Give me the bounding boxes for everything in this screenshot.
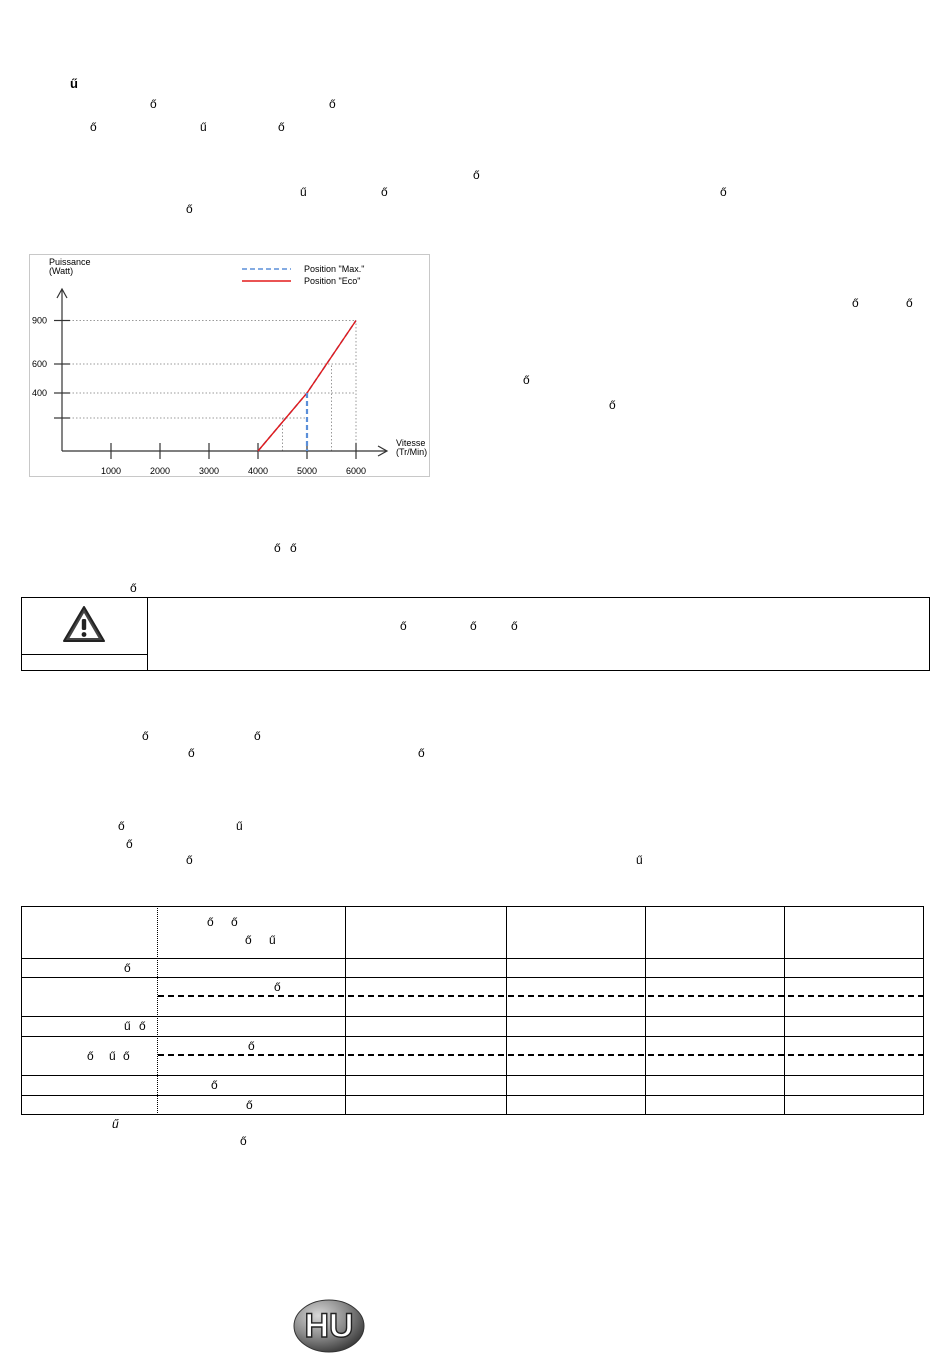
warning-triangle-icon xyxy=(62,604,106,644)
y-tick-label: 400 xyxy=(32,388,48,398)
series-line-1 xyxy=(258,321,356,452)
glyph: ű xyxy=(236,819,243,833)
glyph: ő xyxy=(150,97,157,111)
spec-header-glyph: ő xyxy=(207,915,214,929)
spec-row-glyph: ő xyxy=(211,1078,218,1092)
x-tick-label: 5000 xyxy=(296,466,318,476)
glyph: ő xyxy=(142,729,149,743)
glyph: ő xyxy=(511,619,518,633)
glyph: ő xyxy=(118,819,125,833)
glyph: ő xyxy=(130,581,137,595)
x-axis-label: (Tr/Min) xyxy=(396,447,428,457)
spec-row-glyph: ő xyxy=(274,980,281,994)
glyph: ő xyxy=(126,837,133,851)
glyph: ő xyxy=(188,746,195,760)
glyph: ű xyxy=(200,120,207,134)
glyph: ő xyxy=(186,853,193,867)
x-tick-label: 2000 xyxy=(149,466,171,476)
spec-header-glyph: ő xyxy=(245,933,252,947)
spec-header-glyph: ő xyxy=(231,915,238,929)
glyph: ő xyxy=(473,168,480,182)
spec-row-glyph: ő xyxy=(87,1049,94,1063)
glyph: ő xyxy=(906,296,913,310)
spec-row-glyph: ő xyxy=(124,961,131,975)
warning-divider xyxy=(22,654,147,655)
spec-table xyxy=(21,906,924,1115)
glyph: ő xyxy=(609,398,616,412)
legend-label: Position "Max." xyxy=(304,264,365,274)
glyph: ű xyxy=(112,1117,119,1131)
language-badge-label: HU xyxy=(304,1307,354,1345)
y-axis-label: Puissance xyxy=(49,257,91,267)
glyph: ő xyxy=(720,185,727,199)
spec-row-glyph: ő xyxy=(248,1039,255,1053)
warning-box xyxy=(21,597,930,671)
glyph: ő xyxy=(290,541,297,555)
glyph: ő xyxy=(381,185,388,199)
x-tick-label: 6000 xyxy=(345,466,367,476)
glyph: ő xyxy=(418,746,425,760)
glyph: ű xyxy=(300,185,307,199)
language-badge-graphic xyxy=(292,1298,366,1354)
x-axis-label: Vitesse xyxy=(396,438,426,448)
glyph: ő xyxy=(523,373,530,387)
glyph: ű xyxy=(636,853,643,867)
x-tick-label: 3000 xyxy=(198,466,220,476)
glyph: ő xyxy=(90,120,97,134)
spec-row-glyph: ű xyxy=(109,1049,116,1063)
glyph: ő xyxy=(470,619,477,633)
spec-row-glyph: ű xyxy=(124,1019,131,1033)
chart-canvas xyxy=(30,255,431,478)
y-tick-label: 600 xyxy=(32,359,48,369)
glyph: ő xyxy=(278,120,285,134)
spec-row-glyph: ő xyxy=(246,1098,253,1112)
glyph: ő xyxy=(240,1134,247,1148)
spec-header-glyph: ű xyxy=(269,933,276,947)
warning-icon-cell xyxy=(22,598,148,670)
glyph: ű xyxy=(70,76,78,91)
glyph: ő xyxy=(186,202,193,216)
series-line-0 xyxy=(258,321,356,452)
y-axis-label: (Watt) xyxy=(49,266,74,276)
legend-label: Position "Eco" xyxy=(304,276,361,286)
glyph: ő xyxy=(329,97,336,111)
spec-row-glyph: ő xyxy=(123,1049,130,1063)
x-tick-label: 1000 xyxy=(100,466,122,476)
glyph: ő xyxy=(400,619,407,633)
language-badge xyxy=(292,1298,366,1354)
y-tick-label: 900 xyxy=(32,315,48,326)
spec-row-glyph: ő xyxy=(139,1019,146,1033)
glyph: ő xyxy=(254,729,261,743)
glyph: ő xyxy=(852,296,859,310)
x-tick-label: 4000 xyxy=(247,466,269,476)
glyph: ő xyxy=(274,541,281,555)
power-speed-chart xyxy=(29,254,430,477)
